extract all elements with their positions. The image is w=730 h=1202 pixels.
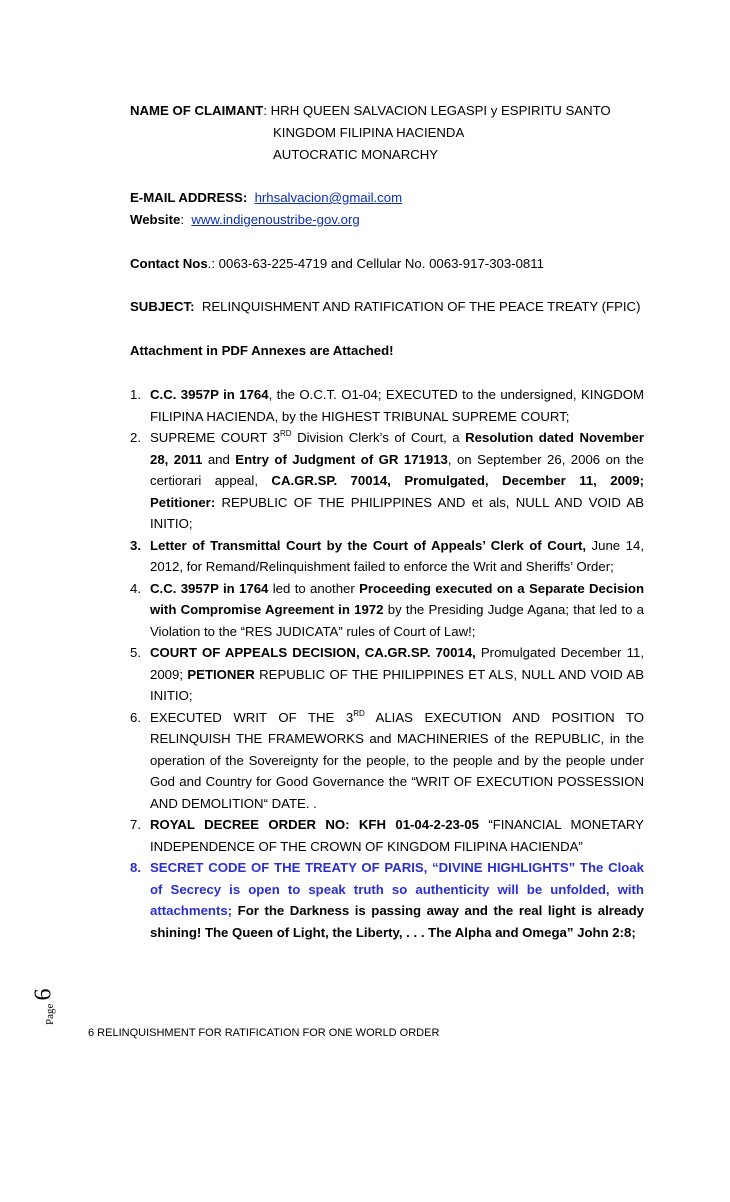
- subject-row: [130, 299, 640, 314]
- subject-value: RELINQUISHMENT AND RATIFICATION OF THE PEACE TREATY (FPIC): [201, 299, 641, 314]
- list-item: 8. SECRET CODE OF THE TREATY OF PARIS, “DIVINE HIGHLIGHTS” The Cloak of Secrecy is open to speak truth so authenticity will be unfolded, with attachments; For the Darkness is passing away and the real light is already shining! The Queen of Light, the Liberty, . . . The Alpha and Omega” John 2:8;: [130, 857, 644, 943]
- email-link[interactable]: hrhsalvacion@gmail.com: [254, 190, 403, 205]
- list-item: 5. COURT OF APPEALS DECISION, CA.GR.SP. 70014, Promulgated December 11, 2009; PETIONER REPUBLIC OF THE PHILIPPINES ET ALS, NULL AND VOID AB INITIO;: [130, 642, 644, 707]
- claimant-name: HRH QUEEN SALVACION LEGASPI y ESPIRITU SANTO: [270, 103, 611, 118]
- contact-label: Contact Nos: [130, 256, 208, 271]
- website-row: Website: www.indigenoustribe-gov.org: [130, 212, 360, 227]
- website-label: Website: [130, 212, 181, 227]
- contact-value: .: 0063-63-225-4719 and Cellular No. 0063-917-303-0811: [207, 256, 544, 271]
- side-page-label: Page: [44, 1003, 56, 1025]
- list-number: 7.: [130, 817, 141, 832]
- email-label: E-MAIL ADDRESS:: [130, 190, 248, 205]
- side-page-number: 6: [30, 988, 57, 1001]
- list-item: 7. ROYAL DECREE ORDER NO: KFH 01-04-2-23-05 “FINANCIAL MONETARY INDEPENDENCE OF THE CROWN OF KINGDOM FILIPINA HACIENDA”: [130, 814, 644, 857]
- list-number: 8.: [130, 860, 141, 875]
- claimant-label: NAME OF CLAIMANT: [130, 103, 264, 118]
- page-footer: 6 RELINQUISHMENT FOR RATIFICATION FOR ONE WORLD ORDER: [88, 1027, 440, 1039]
- attachment-heading: Attachment in PDF Annexes are Attached!: [130, 343, 394, 358]
- list-number: 4.: [130, 580, 141, 596]
- email-row: [130, 190, 402, 205]
- list-item: 2. SUPREME COURT 3RD Division Clerk’s of Court, a Resolution dated November 28, 2011 and Entry of Judgment of GR 171913, on September 26, 2006 on the certiorari appeal, CA.GR.SP. 70014, Promulgated, December 11, 2009; Petitioner: REPUBLIC OF THE PHILIPPINES AND et als, NULL AND VOID AB INITIO;: [130, 429, 645, 531]
- claimant-line-2: KINGDOM FILIPINA HACIENDA: [273, 125, 465, 140]
- website-link[interactable]: www.indigenoustribe-gov.org: [191, 212, 360, 227]
- list-item: 6. EXECUTED WRIT OF THE 3RD ALIAS EXECUTION AND POSITION TO RELINQUISH THE FRAMEWORKS and MACHINERIES of the REPUBLIC, in the operation of the Sovereignty for the people, to the people and by the people under God and Country for Good Governance the “WRIT OF EXECUTION POSSESSION AND DEMOLITION“ DATE. .: [130, 708, 644, 811]
- contact-row: [130, 256, 544, 271]
- list-item: 1. C.C. 3957P in 1764, the O.C.T. O1-04; EXECUTED to the undersigned, KINGDOM FILIPINA HACIENDA, by the HIGHEST TRIBUNAL SUPREME COURT;: [130, 384, 644, 427]
- side-page-marker: [30, 985, 60, 1025]
- list-number: 5.: [130, 645, 141, 660]
- list-number: 3.: [130, 537, 141, 553]
- list-number: 1.: [130, 387, 141, 402]
- claimant-line-3: AUTOCRATIC MONARCHY: [273, 147, 439, 162]
- list-item: 3. Letter of Transmittal Court by the Court of Appeals’ Clerk of Court, June 14, 2012, for Remand/Relinquishment failed to enforce the Writ and Sheriffs’ Order;: [130, 535, 644, 578]
- list-number: 6.: [130, 709, 141, 725]
- annex-list: [130, 384, 644, 943]
- subject-label: SUBJECT:: [130, 299, 195, 314]
- list-item: 4. C.C. 3957P in 1764 led to another Proceeding executed on a Separate Decision with Compromise Agreement in 1972 by the Presiding Judge Agana; that led to a Violation to the “RES JUDICATA” rules of Court of Law!;: [130, 578, 644, 643]
- list-number: 2.: [130, 430, 141, 445]
- claimant-line-1: NAME OF CLAIMANT: HRH QUEEN SALVACION LEGASPI y ESPIRITU SANTO: [130, 103, 611, 118]
